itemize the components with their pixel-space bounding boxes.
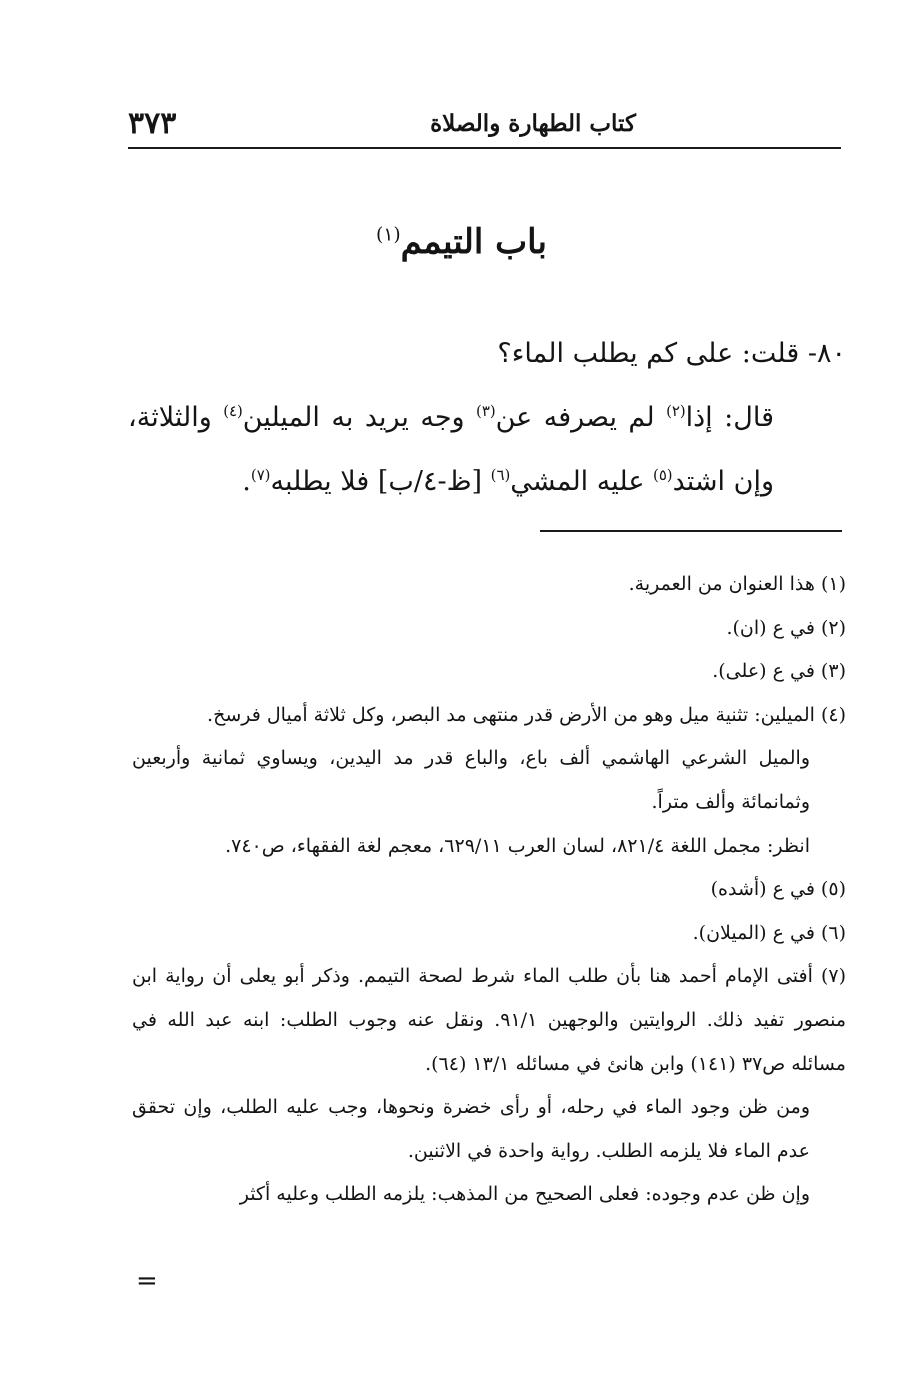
answer-text: قال: إذا bbox=[685, 402, 774, 433]
footnote-4: (٤) الميلين: تثنية ميل وهو من الأرض قدر منتهى مد البصر، وكل ثلاثة أميال فرسخ. bbox=[207, 703, 846, 726]
answer-text: والثلاثة، وإن اشتد bbox=[128, 402, 774, 497]
answer-text: [ظ-٤/ب] فلا يطلبه bbox=[270, 466, 491, 497]
answer-paragraph bbox=[128, 386, 846, 514]
footnotes bbox=[132, 563, 846, 1217]
question-number: ٨٠- bbox=[807, 338, 846, 369]
footnote-ref: (٧) bbox=[250, 466, 271, 484]
answer-text: لم يصرفه عن bbox=[495, 402, 667, 433]
footnote-4-reference: انظر: مجمل اللغة ٨٢١/٤، لسان العرب ٦٢٩/١١، معجم لغة الفقهاء، ص٧٤٠. bbox=[225, 834, 810, 857]
footnote-ref: (٣) bbox=[476, 402, 496, 420]
footnote-ref: (٤) bbox=[223, 402, 243, 420]
header-rule bbox=[128, 147, 841, 149]
footnote-6: (٦) في ع (الميلان). bbox=[692, 921, 846, 944]
answer-text: عليه المشي bbox=[510, 466, 654, 497]
chapter-title: باب التيمم bbox=[400, 222, 547, 262]
running-header bbox=[128, 100, 840, 148]
main-text bbox=[128, 322, 846, 514]
chapter-heading bbox=[0, 222, 923, 262]
footnote-ref: (٦) bbox=[490, 466, 511, 484]
footnote-5: (٥) في ع (أشده) bbox=[710, 878, 846, 901]
footnote-7-continuation: ومن ظن وجود الماء في رحله، أو رأى خضرة ونحوها، وجب عليه الطلب، وإن تحقق عدم الماء فلا يلزمه الطلب. رواية واحدة في الاثنين. bbox=[132, 1096, 810, 1162]
footnote-4-continuation: والميل الشرعي الهاشمي ألف باع، والباع قدر مد اليدين، ويساوي ثمانية وأربعين وثمانمائة وألف متراً. bbox=[132, 747, 810, 813]
footnote-ref: (١) bbox=[376, 224, 401, 246]
question-text: قلت: على كم يطلب الماء؟ bbox=[497, 338, 800, 369]
footnote-3: (٣) في ع (على). bbox=[712, 660, 846, 683]
page-number: ٣٧٣ bbox=[128, 106, 177, 141]
answer-text: . bbox=[242, 466, 251, 497]
continuation-mark: = bbox=[136, 1266, 158, 1296]
footnote-ref: (٥) bbox=[653, 466, 673, 484]
footnote-1: (١) هذا العنوان من العمرية. bbox=[628, 573, 846, 595]
running-title: كتاب الطهارة والصلاة bbox=[430, 110, 636, 137]
question-paragraph bbox=[128, 322, 846, 386]
footnote-ref: (٢) bbox=[666, 402, 686, 420]
footnote-7-continuation-2: وإن ظن عدم وجوده: فعلى الصحيح من المذهب: يلزمه الطلب وعليه أكثر bbox=[239, 1183, 810, 1206]
footnote-separator bbox=[540, 530, 842, 532]
footnote-2: (٢) في ع (ان). bbox=[726, 616, 846, 639]
answer-text: وجه يريد به الميلين bbox=[242, 402, 477, 433]
footnote-7: (٧) أفتى الإمام أحمد هنا بأن طلب الماء شرط لصحة التيمم. وذكر أبو يعلى أن رواية ابن منصور تفيد ذلك. الروايتين والوجهين ٩١/١. ونقل عنه وجوب الطلب: ابنه عبد الله في مسائله ص٣٧ (١٤١) وابن هانئ في مسائله ١٣/١ (٦٤). bbox=[132, 965, 846, 1075]
